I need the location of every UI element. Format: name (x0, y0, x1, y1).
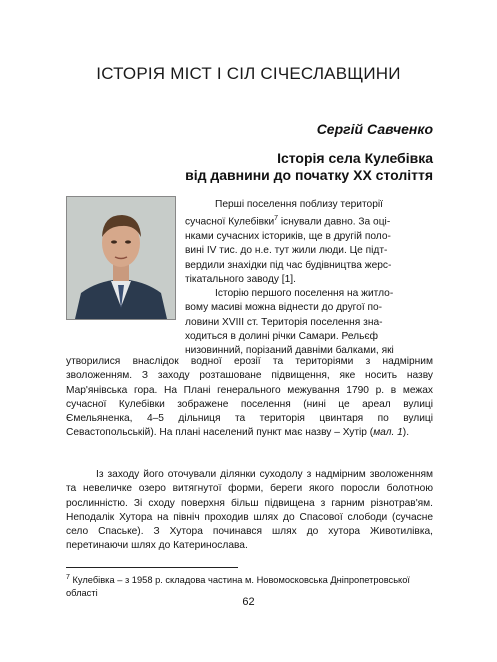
portrait-image (67, 197, 175, 319)
figure-ref: мал. 1 (373, 427, 403, 439)
text-line: ходиться в долині річки Самари. Рельєф (185, 331, 378, 343)
text-line: вині IV тис. до н.е. тут жили люди. Це підт- (185, 245, 388, 257)
text-line (185, 212, 433, 230)
text-line: ловини XVIII ст. Територія поселення зна- (185, 316, 383, 328)
footnote-number: 7 (66, 574, 70, 581)
paragraph-2-text: утворилися внаслідок водної ерозії та територіями з надмірним зволоженням. З заходу розташоване підвищення, яке носить назву Мар'янівська гора. На Плані генерального межування 1790 р. в межах сучасної Кулебівки зображене поселення (нині це ареал вулиці Ємельяненка, 4–5 дільниця та територія цвинтаря по вулиці Севастопольській). На плані населений пункт має назву – Хутір ( (66, 356, 433, 439)
text-line: Перші поселення поблизу території (215, 199, 383, 210)
author-name: Сергій Савченко (316, 121, 433, 137)
paragraph-2-continuation (66, 355, 433, 441)
article-title (185, 150, 433, 184)
page-number: 62 (242, 596, 255, 608)
article-title-line2: від давнини до початку ХХ століття (185, 167, 433, 183)
article-title-line1: Історія села Кулебівка (277, 150, 433, 166)
text-line: вердили знахідки під час будівництва жерс- (185, 259, 392, 271)
paragraph-1 (185, 198, 433, 359)
author-photo (66, 196, 176, 320)
text-line: нками сучасних істориків, ще в другій поло- (185, 230, 391, 242)
paragraph-3: Із заходу його оточували ділянки суходолу з надмірним зволоженням та невеличке озеро витягнутої форми, береги якого поросли болотною рослинністю. Зі сходу поверхня більш підвищена з гарним різнотрав'ям. Неподалік Хутора на північ проходив шлях до Спасової слободи (сучасне село Спаське). З Хутора починався шлях до хутора Животилівка, перетинаючи шлях до Катеринослава. (66, 469, 433, 552)
text-line: тікатального заводу [1]. (185, 273, 296, 285)
text-line: Історію першого поселення на житло- (215, 288, 394, 300)
footnote-text: Кулебівка – з 1958 р. складова частина м. Новомосковська Дніпропетровської області (66, 575, 410, 599)
text-line: низовинний, порізаний давніми балками, які (185, 345, 394, 357)
text-line-part: сучасної Кулебівки (185, 216, 275, 228)
text-line: вому масиві можна віднести до другої по- (185, 302, 383, 314)
text-line-part: існували давно. За оці- (280, 216, 391, 228)
page-header-title: ІСТОРІЯ МІСТ І СІЛ СІЧЕСЛАВЩИНИ (96, 64, 401, 83)
footnote-ref: 7 (274, 215, 279, 223)
paragraph-2-end: ). (402, 427, 410, 439)
footnote-divider (66, 567, 238, 568)
